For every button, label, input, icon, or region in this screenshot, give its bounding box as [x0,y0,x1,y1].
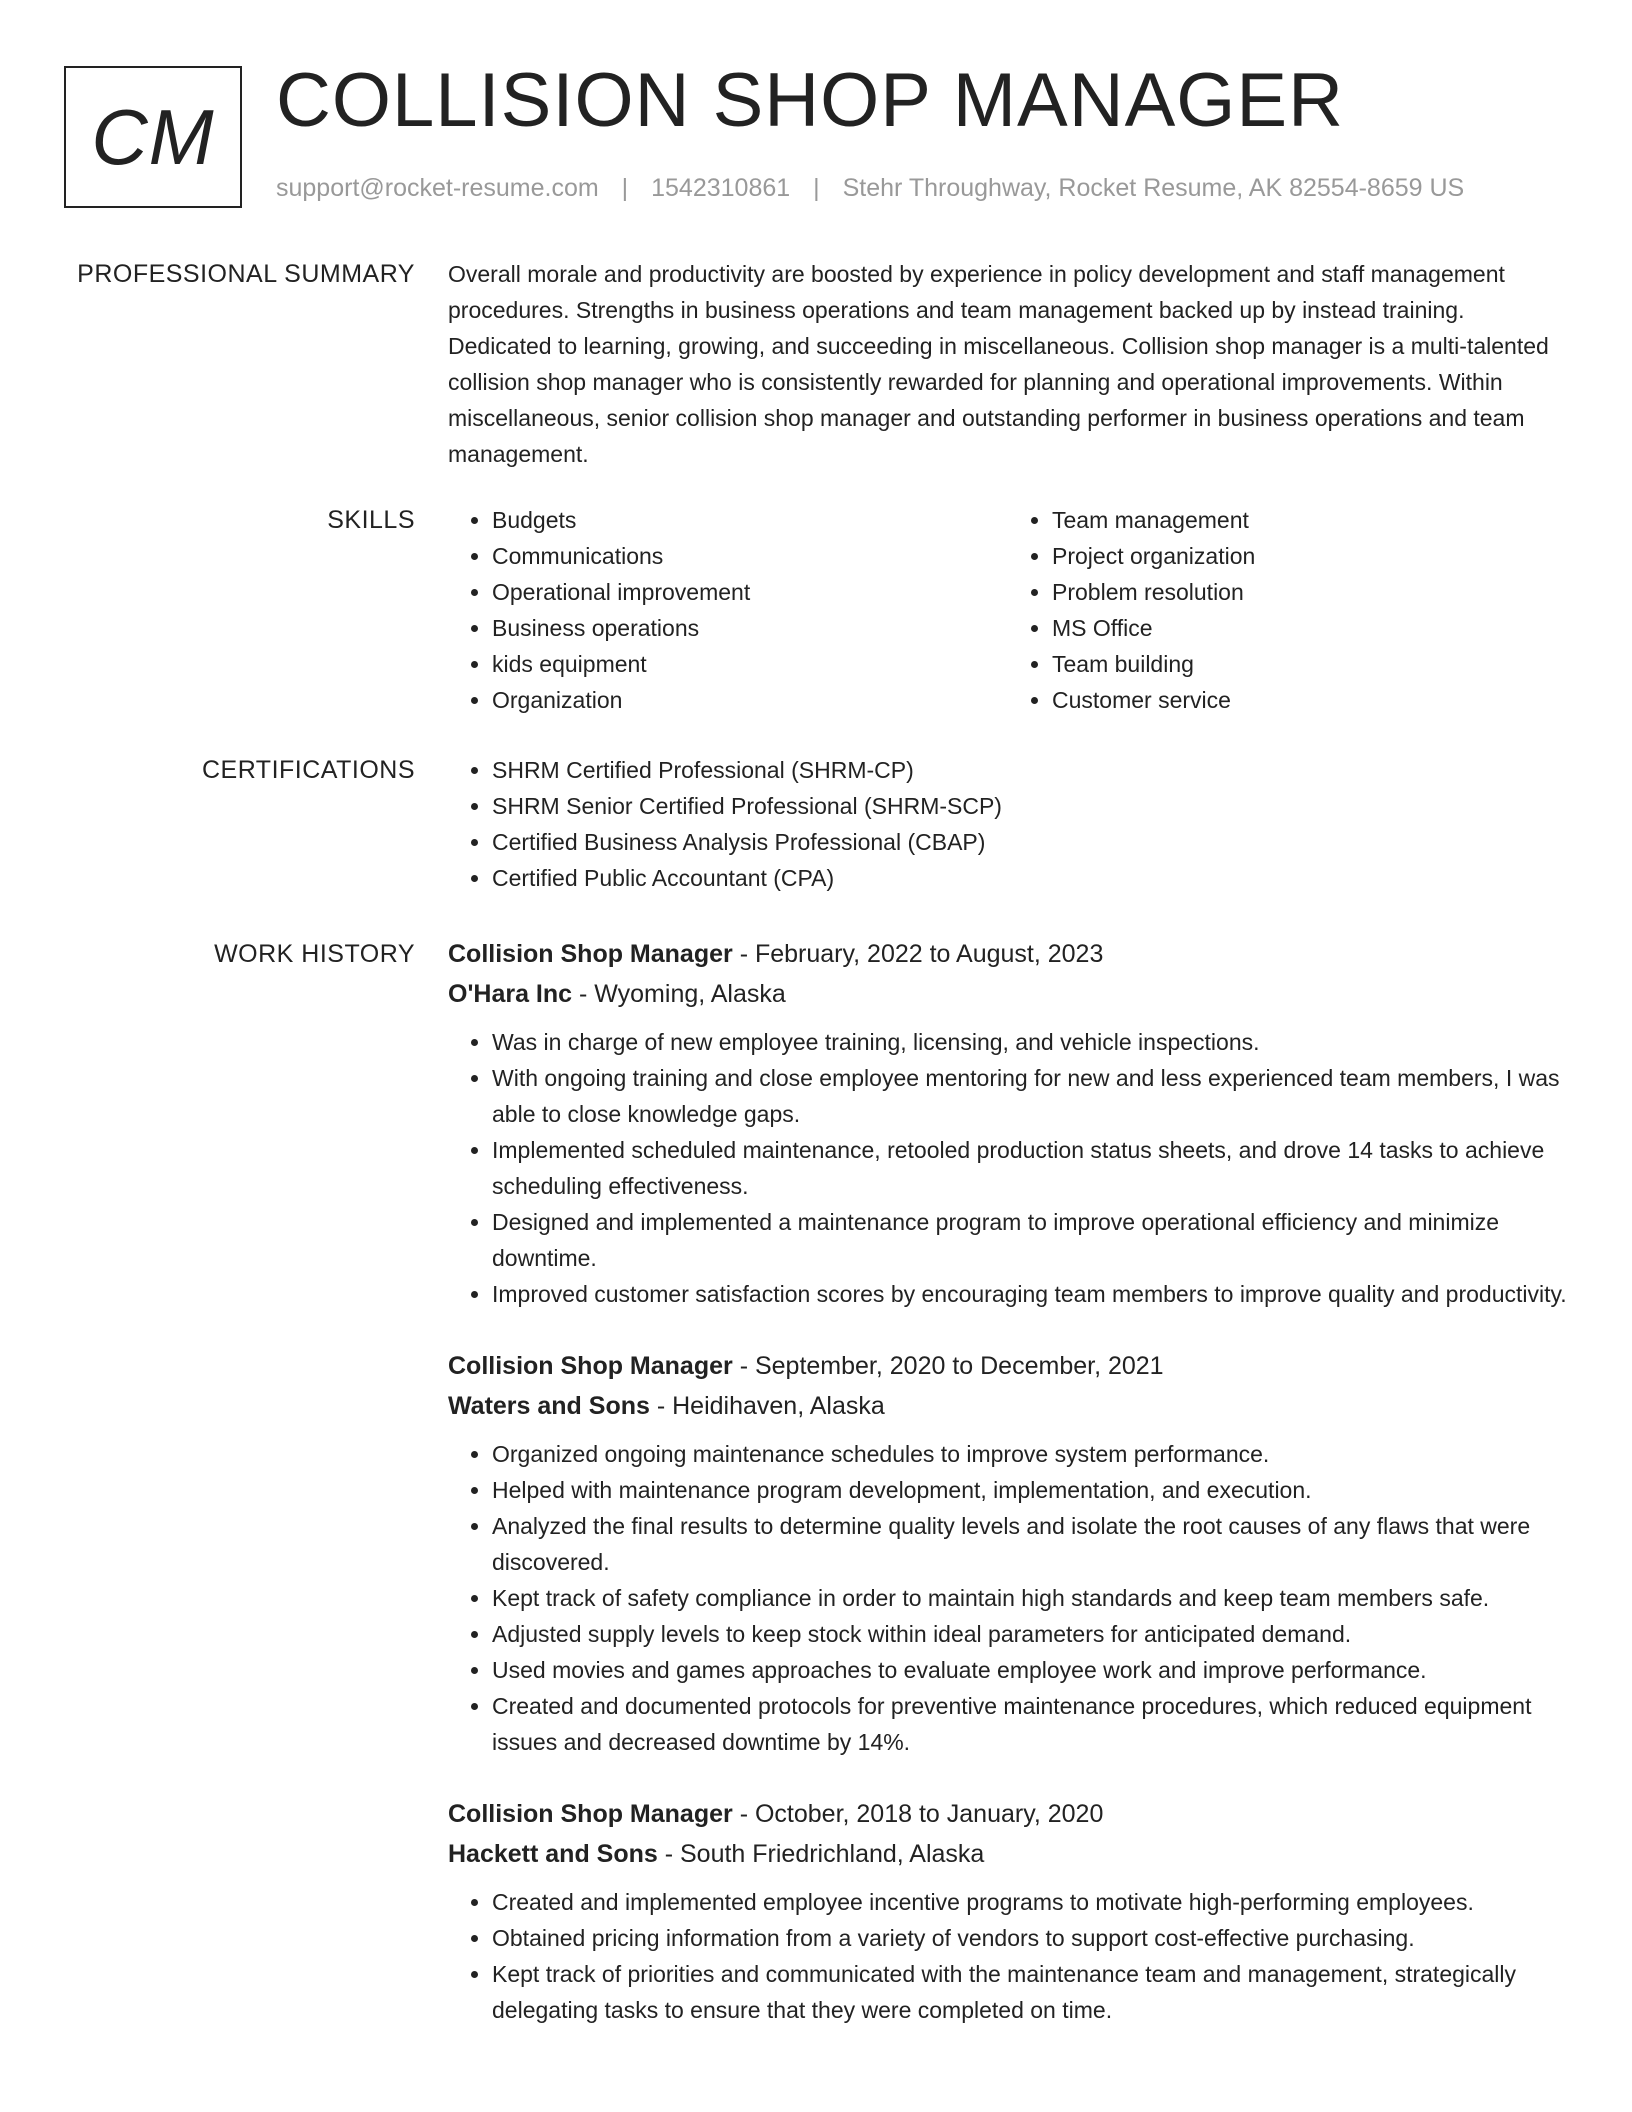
job-bullet: • Designed and implemented a maintenance program to improve operational efficiency and minimize downtime. [492,1204,1568,1276]
job-bullet: • Organized ongoing maintenance schedules to improve system performance. [492,1436,1568,1472]
contact-address: Stehr Throughway, Rocket Resume, AK 82554-8659 US [842,174,1465,202]
job-company-line [448,974,1568,1014]
work-history-heading: WORK HISTORY [214,940,415,968]
skill-item: • Operational improvement [492,574,1008,610]
job-company: O'Hara Inc [448,980,573,1008]
skill-item: • Problem resolution [1052,574,1568,610]
certifications-heading: CERTIFICATIONS [201,756,415,784]
skill-item: • Team management [1052,502,1568,538]
job-company: Waters and Sons [448,1392,650,1420]
job-location: - Wyoming, Alaska [572,980,786,1008]
skill-item: • Communications [492,538,1008,574]
job-location: - South Friedrichland, Alaska [657,1840,985,1868]
certification-item: • Certified Public Accountant (CPA) [492,860,1568,896]
job-entry [448,1794,1568,2028]
certification-item: • SHRM Certified Professional (SHRM-CP) [492,752,1568,788]
job-title: Collision Shop Manager [448,1800,733,1828]
summary-heading: PROFESSIONAL SUMMARY [77,260,415,288]
job-company-line [448,1386,1568,1426]
contact-email: support@rocket-resume.com [276,174,599,202]
job-dates: - February, 2022 to August, 2023 [732,940,1104,968]
job-bullet: • Was in charge of new employee training, licensing, and vehicle inspections. [492,1024,1568,1060]
certification-item: • Certified Business Analysis Professional (CBAP) [492,824,1568,860]
job-bullet: • Implemented scheduled maintenance, retooled production status sheets, and drove 14 tasks to achieve scheduling effectiveness. [492,1132,1568,1204]
job-entry [448,934,1568,1312]
initials-monogram [64,66,242,208]
job-dates: - October, 2018 to January, 2020 [732,1800,1104,1828]
skill-item: • Budgets [492,502,1008,538]
skill-item: • Project organization [1052,538,1568,574]
contact-phone: 1542310861 [651,174,791,202]
skill-item: • Customer service [1052,682,1568,718]
skill-item: • Organization [492,682,1008,718]
job-bullet: • Improved customer satisfaction scores by encouraging team members to improve quality and productivity. [492,1276,1568,1312]
job-bullet: • Kept track of safety compliance in order to maintain high standards and keep team members safe. [492,1580,1568,1616]
job-bullet: • Kept track of priorities and communicated with the maintenance team and management, strategically delegating tasks to ensure that they were completed on time. [492,1956,1568,2028]
job-bullets [448,1436,1568,1760]
job-title-line [448,1794,1568,1834]
job-dates: - September, 2020 to December, 2021 [732,1352,1164,1380]
skill-item: • MS Office [1052,610,1568,646]
job-company: Hackett and Sons [448,1840,658,1868]
skills-list-left [448,502,1008,718]
certification-item: • SHRM Senior Certified Professional (SHRM-SCP) [492,788,1568,824]
job-bullets [448,1024,1568,1312]
skills-list-right [1008,502,1568,718]
job-bullet: • Used movies and games approaches to evaluate employee work and improve performance. [492,1652,1568,1688]
job-location: - Heidihaven, Alaska [649,1392,885,1420]
job-entry [448,1346,1568,1760]
initials-text: CM [91,92,215,181]
resume-title: COLLISION SHOP MANAGER [276,58,1344,143]
job-bullet: • Obtained pricing information from a variety of vendors to support cost-effective purchasing. [492,1920,1568,1956]
job-bullet: • Created and documented protocols for preventive maintenance procedures, which reduced equipment issues and decreased downtime by 14%. [492,1688,1568,1760]
certifications-list [448,752,1568,896]
job-title: Collision Shop Manager [448,1352,733,1380]
skill-item: • Team building [1052,646,1568,682]
job-title: Collision Shop Manager [448,940,733,968]
job-title-line [448,1346,1568,1386]
job-bullets [448,1884,1568,2028]
contact-separator: | [813,174,820,202]
job-company-line [448,1834,1568,1874]
summary-text: Overall morale and productivity are boosted by experience in policy development and staff management procedures. Strengths in business operations and team management backed up by instead training. Dedicated to learning, growing, and succeeding in miscellaneous. Collision shop manager is a multi-talented collision shop manager who is consistently rewarded for planning and operational improvements. Within miscellaneous, senior collision shop manager and outstanding performer in business operations and team management. [448,261,1549,467]
job-bullet: • With ongoing training and close employee mentoring for new and less experienced team members, I was able to close knowledge gaps. [492,1060,1568,1132]
skills-heading: SKILLS [327,506,415,534]
job-bullet: • Analyzed the final results to determine quality levels and isolate the root causes of any flaws that were discovered. [492,1508,1568,1580]
contact-line [276,174,1464,203]
job-bullet: • Helped with maintenance program development, implementation, and execution. [492,1472,1568,1508]
skill-item: • Business operations [492,610,1008,646]
job-title-line [448,934,1568,974]
contact-separator: | [621,174,629,202]
job-bullet: • Adjusted supply levels to keep stock within ideal parameters for anticipated demand. [492,1616,1568,1652]
job-bullet: • Created and implemented employee incentive programs to motivate high-performing employees. [492,1884,1568,1920]
skill-item: • kids equipment [492,646,1008,682]
